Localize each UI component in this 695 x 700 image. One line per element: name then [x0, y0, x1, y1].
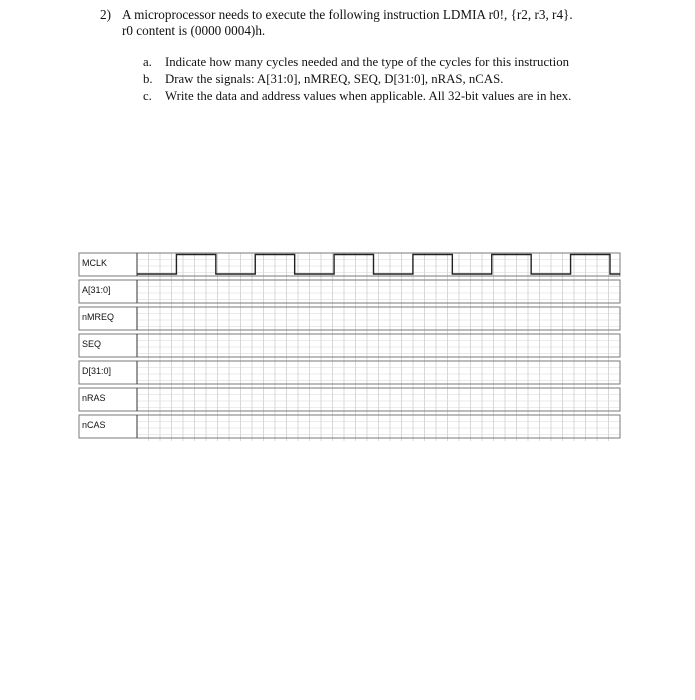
signal-label: D[31:0]: [82, 366, 112, 376]
part-label: b.: [143, 72, 153, 86]
signal-label: nRAS: [82, 393, 106, 403]
signal-label: SEQ: [82, 339, 102, 349]
question-register-note: r0 content is (0000 0004)h.: [122, 23, 266, 38]
question-text: A microprocessor needs to execute the following instruction LDMIA r0!, {r2, r3, r4}.: [122, 7, 573, 22]
part-text: Draw the signals: A[31:0], nMREQ, SEQ, D[31:0], nRAS, nCAS.: [165, 72, 504, 86]
signal-label: nCAS: [82, 420, 106, 430]
signal-label: A[31:0]: [82, 285, 111, 295]
part-text: Indicate how many cycles needed and the type of the cycles for this instruction: [165, 55, 570, 69]
part-label: a.: [143, 55, 152, 69]
part-label: c.: [143, 89, 152, 103]
question-number: 2): [100, 7, 111, 22]
signal-label: nMREQ: [82, 312, 115, 322]
part-text: Write the data and address values when applicable. All 32-bit values are in hex.: [165, 89, 572, 103]
signal-label: MCLK: [82, 258, 108, 268]
